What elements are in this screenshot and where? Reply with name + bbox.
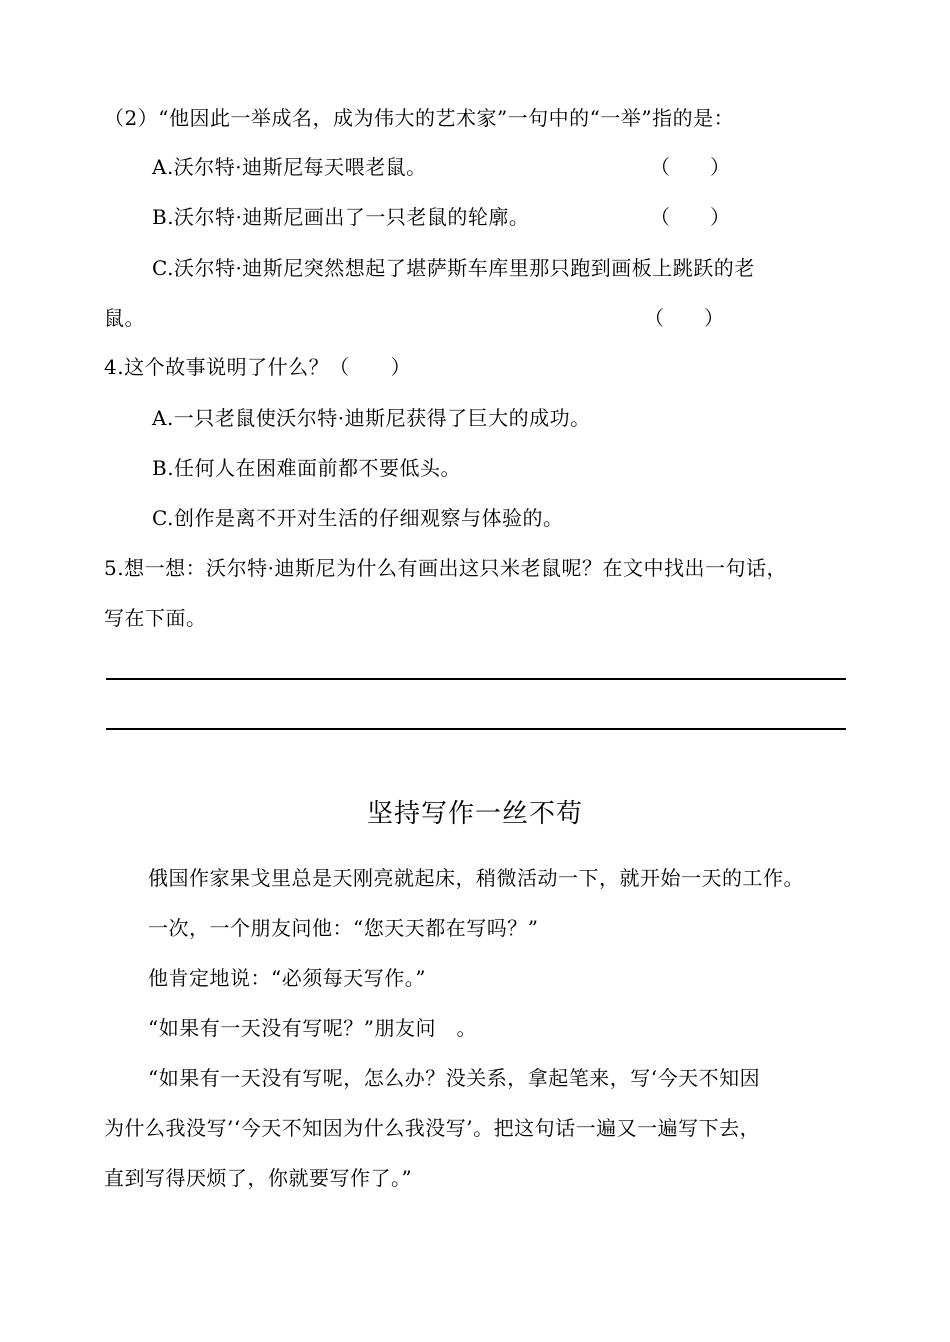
- passage-paragraph-cont: 直到写得厌烦了，你就要写作了。”: [104, 1166, 413, 1190]
- question-5-stem: 5.想一想：沃尔特·迪斯尼为什么有画出这只米老鼠呢？在文中找出一句话，: [104, 556, 787, 580]
- question-3-2-option-a: A.沃尔特·迪斯尼每天喂老鼠。: [152, 155, 427, 179]
- question-4-option-c: C.创作是离不开对生活的仔细观察与体验的。: [152, 506, 564, 530]
- answer-line[interactable]: [106, 678, 846, 680]
- passage-paragraph: 俄国作家果戈里总是天刚亮就起床，稍微活动一下，就开始一天的工作。: [148, 866, 804, 890]
- passage-paragraph-cont: 为什么我没写’‘今天不知因为什么我没写’。把这句话一遍又一遍写下去，: [104, 1116, 761, 1140]
- passage-paragraph: “如果有一天没有写呢，怎么办？没关系，拿起笔来，写‘今天不知因: [148, 1066, 761, 1090]
- answer-blank[interactable]: （ ）: [644, 306, 724, 330]
- question-3-2-option-b: B.沃尔特·迪斯尼画出了一只老鼠的轮廓。: [152, 205, 530, 229]
- passage-title: 坚持写作一丝不苟: [366, 799, 583, 829]
- question-3-2-stem: （2）“他因此一举成名，成为伟大的艺术家”一句中的“一举”指的是：: [104, 106, 735, 130]
- question-4-option-a: A.一只老鼠使沃尔特·迪斯尼获得了巨大的成功。: [152, 406, 591, 430]
- passage-paragraph: 他肯定地说：“必须每天写作。”: [148, 966, 426, 990]
- question-4-option-b: B.任何人在困难面前都不要低头。: [152, 456, 462, 480]
- answer-blank[interactable]: （ ）: [650, 205, 730, 229]
- question-5-stem-cont: 写在下面。: [104, 606, 207, 630]
- answer-blank[interactable]: （ ）: [650, 155, 730, 179]
- question-3-2-option-c-cont: 鼠。: [104, 306, 145, 330]
- answer-line[interactable]: [106, 728, 846, 730]
- passage-paragraph: 一次，一个朋友问他：“您天天都在写吗？”: [148, 916, 539, 940]
- passage-paragraph: “如果有一天没有写呢？”朋友问 。: [148, 1016, 477, 1040]
- question-4-stem: 4.这个故事说明了什么？（ ）: [104, 355, 412, 379]
- question-3-2-option-c: C.沃尔特·迪斯尼突然想起了堪萨斯车库里那只跑到画板上跳跃的老: [152, 256, 755, 280]
